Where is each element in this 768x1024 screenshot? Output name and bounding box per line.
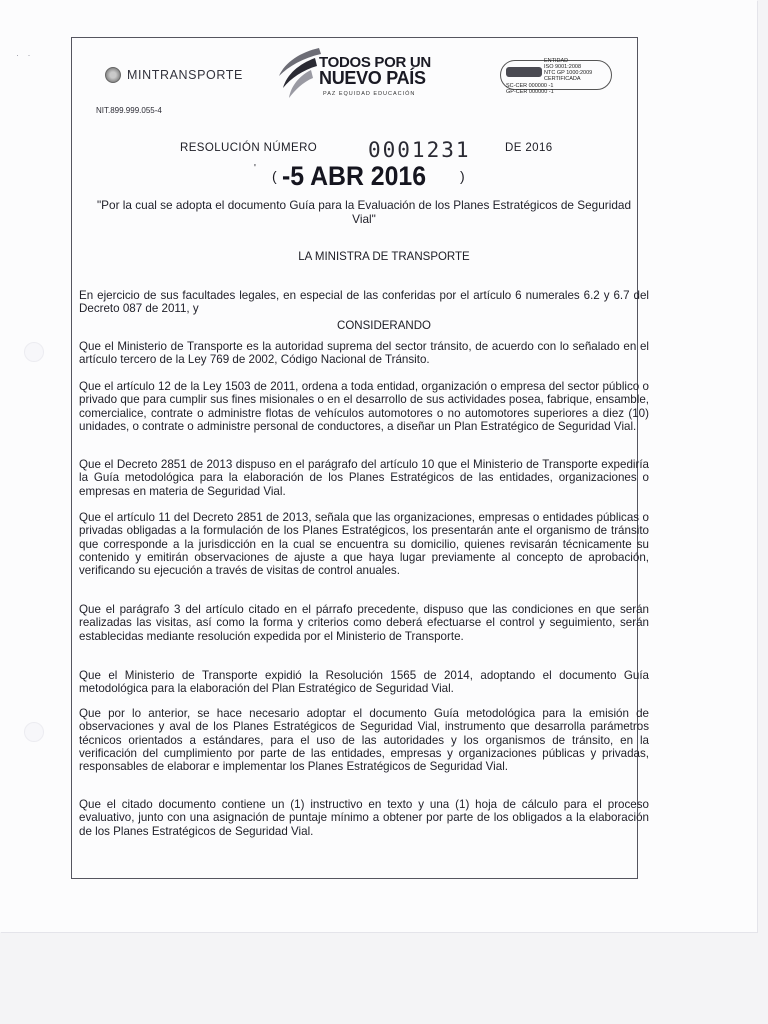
certification-badge-icon	[506, 67, 542, 77]
cert-line: ENTIDAD	[544, 58, 569, 64]
punch-hole-bottom	[24, 722, 44, 742]
paragraph: Que por lo anterior, se hace necesario adoptar el documento Guía metodológica para la emisión de observaciones y aval de los Planes Estratégicos de Seguridad Vial, instrumento que desarrolla parámetros técnicos orientados a estándares, para el uso de las autoridades y los organismos de tránsito, en la verificación del cumplimiento por parte de las entidades, empresas y organizaciones públicas y privadas, responsables de elaborar e implementar los Planes Estratégicos de Seguridad Vial.	[79, 707, 649, 774]
cert-line: GP-CER 000000 -1	[506, 89, 554, 95]
nit-number: NIT.899.999.055-4	[96, 106, 162, 115]
issuing-authority: LA MINISTRA DE TRANSPORTE	[298, 251, 470, 263]
paragraph: Que el Ministerio de Transporte expidió la Resolución 1565 de 2014, adoptando el documento Guía metodológica para la elaboración del Plan Estratégico de Seguridad Vial.	[79, 669, 649, 696]
resolution-year: DE 2016	[505, 142, 553, 154]
cert-line: CERTIFICADA	[544, 76, 581, 82]
paragraph: Que el Decreto 2851 de 2013 dispuso en el parágrafo del artículo 10 que el Ministerio de Transporte expediría la Guía metodológica para la elaboración de los Planes Estratégicos de las entidades, organizaciones o empresas en materia de Seguridad Vial.	[79, 458, 649, 498]
resolution-number: 0001231	[368, 138, 471, 162]
date-paren-open: (	[272, 168, 277, 184]
ministry-logo	[105, 67, 243, 83]
stamp-tick: '	[254, 163, 256, 174]
cert-line: NTC GP 1000:2009	[544, 70, 593, 76]
brand-line-2: NUEVO PAÍS	[319, 68, 426, 88]
cert-line: ISO 9001:2008	[544, 64, 582, 70]
paragraph: Que el artículo 11 del Decreto 2851 de 2013, señala que las organizaciones, empresas o entidades públicas o privadas obligadas a la formulación de los Planes Estratégicos, los presentarán ante el organismo de tránsito que corresponde a la jurisdicción en la cual se encuentra su domicilio, quienes revisarán técnicamente su contenido y emitirán observaciones de ajuste a que haya lugar previamente al concepto de aprobación, verificando su ejecución a través de visitas de control anuales.	[79, 511, 649, 578]
brand-tagline: PAZ EQUIDAD EDUCACIÓN	[323, 91, 416, 97]
paragraph: Que el citado documento contiene un (1) instructivo en texto y una (1) hoja de cálculo para el proceso evaluativo, junto con una asignación de puntaje mínimo a obtener por parte de los obligados a la elaboración de los Planes Estratégicos de Seguridad Vial.	[79, 798, 649, 838]
paragraph: Que el Ministerio de Transporte es la autoridad suprema del sector tránsito, de acuerdo con lo señalado en el artículo tercero de la Ley 769 de 2002, Código Nacional de Tránsito.	[79, 340, 649, 367]
ministry-logo-text: MINTRANSPORTE	[127, 68, 243, 82]
preamble: En ejercicio de sus facultades legales, en especial de las conferidas por el artículo 6 numerales 6.2 y 6.7 del Decreto 087 de 2011, y	[79, 289, 649, 316]
brand-line-1: TODOS POR UN	[319, 54, 431, 71]
scan-artifact: · ·	[16, 50, 34, 60]
resolution-subject: "Por la cual se adopta el documento Guía para la Evaluación de los Planes Estratégicos de Seguridad Vial"	[96, 198, 632, 226]
coat-of-arms-icon	[105, 67, 121, 83]
considering-heading: CONSIDERANDO	[337, 320, 431, 332]
cert-line: SC-CER 000000 -1	[506, 83, 554, 89]
paragraph: Que el parágrafo 3 del artículo citado en el párrafo precedente, dispuso que las condiciones en que serán realizadas las visitas, así como la forma y criterios como deberá efectuarse el control y seguimiento, serán establecidas mediante resolución expedida por el Ministerio de Transporte.	[79, 603, 649, 643]
resolution-label: RESOLUCIÓN NÚMERO	[180, 142, 318, 154]
paragraph: Que el artículo 12 de la Ley 1503 de 2011, ordena a toda entidad, organización o empresa del sector público o privado que para cumplir sus fines misionales o en el desarrollo de sus actividades posea, fabrique, ensamble, comercialice, contrate o administre flotas de vehículos automotores o no automotores superiores a diez (10) unidades, o contrate o administre personal de conductores, a diseñar un Plan Estratégico de Seguridad Vial.	[79, 380, 649, 433]
certification-seal	[500, 57, 612, 95]
date-paren-close: )	[460, 168, 465, 184]
date-stamp: -5 ABR 2016	[282, 161, 427, 191]
punch-hole-top	[24, 342, 44, 362]
